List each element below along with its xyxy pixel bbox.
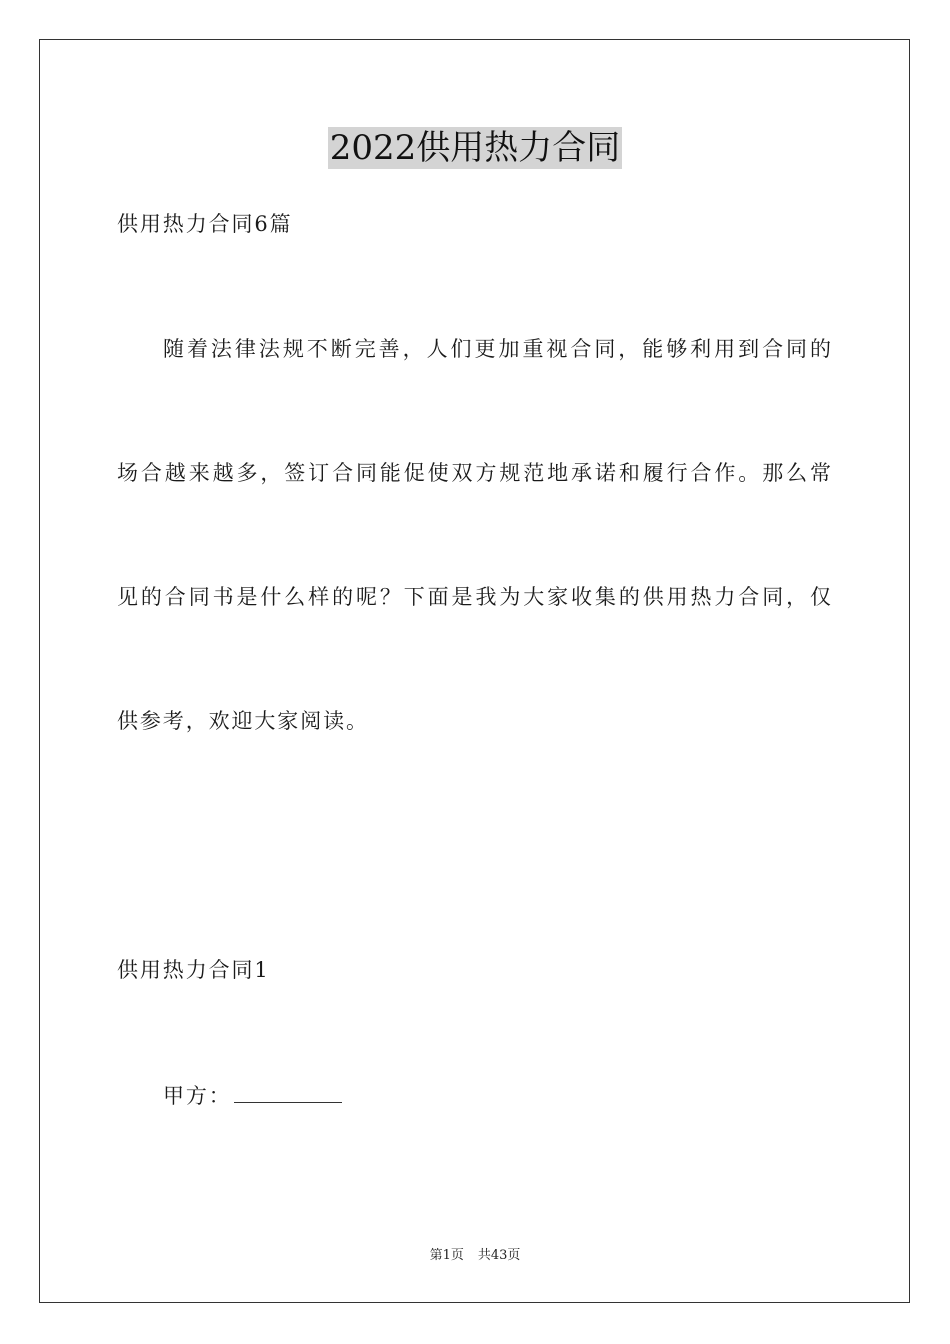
intro-line-4: 供参考，欢迎大家阅读。 xyxy=(117,709,369,733)
party-a-label: 甲方： xyxy=(163,1084,232,1108)
page-total: 共43页 xyxy=(477,1248,521,1263)
party-a-blank xyxy=(234,1082,342,1103)
page-footer xyxy=(0,1248,950,1264)
intro-line-1: 随着法律法规不断完善，人们更加重视合同，能够利用到合同的 xyxy=(163,337,831,361)
document-subtitle: 供用热力合同6篇 xyxy=(117,212,293,236)
party-a-row xyxy=(163,1082,342,1109)
intro-line-3: 见的合同书是什么样的呢？下面是我为大家收集的供用热力合同，仅 xyxy=(117,585,831,609)
title-container xyxy=(0,127,950,169)
page-current: 第1页 xyxy=(429,1248,464,1263)
document-title: 2022供用热力合同 xyxy=(329,128,621,168)
intro-line-2: 场合越来越多，签订合同能促使双方规范地承诺和履行合作。那么常 xyxy=(117,461,831,485)
section-heading: 供用热力合同1 xyxy=(117,958,270,982)
